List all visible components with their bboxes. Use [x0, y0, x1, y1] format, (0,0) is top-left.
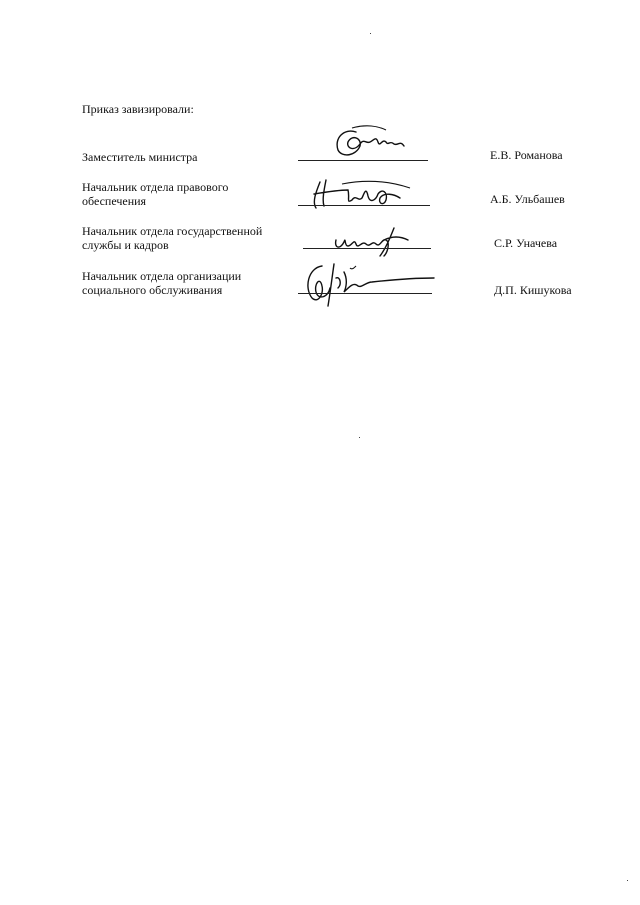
approver-role [82, 269, 292, 297]
approver-name: Д.П. Кишукова [494, 283, 572, 297]
approval-heading: Приказ завизировали: [82, 102, 194, 116]
approver-role [82, 150, 292, 164]
role-line: обеспечения [82, 194, 147, 208]
signature-line [298, 160, 428, 161]
signature-image [330, 222, 420, 260]
signature-image [326, 122, 416, 162]
role-line: службы и кадров [82, 238, 169, 252]
role-line: Начальник отдела организации [82, 269, 242, 283]
signature-line [298, 205, 430, 206]
approver-name: С.Р. Уначева [494, 236, 558, 250]
scan-speck [359, 437, 360, 438]
role-line: социального обслуживания [82, 283, 223, 297]
scan-speck [370, 33, 371, 34]
signature-line [303, 248, 431, 249]
approver-role [82, 180, 292, 208]
scan-speck [627, 880, 628, 881]
role-line: Заместитель министра [82, 150, 198, 164]
approver-name: А.Б. Ульбашев [490, 192, 565, 206]
role-line: Начальник отдела государственной [82, 224, 263, 238]
signature-line [298, 293, 432, 294]
role-line: Начальник отдела правового [82, 180, 229, 194]
approver-role [82, 224, 292, 252]
signature-image [300, 258, 440, 310]
approver-name: Е.В. Романова [490, 148, 563, 162]
signature-image [306, 172, 416, 214]
